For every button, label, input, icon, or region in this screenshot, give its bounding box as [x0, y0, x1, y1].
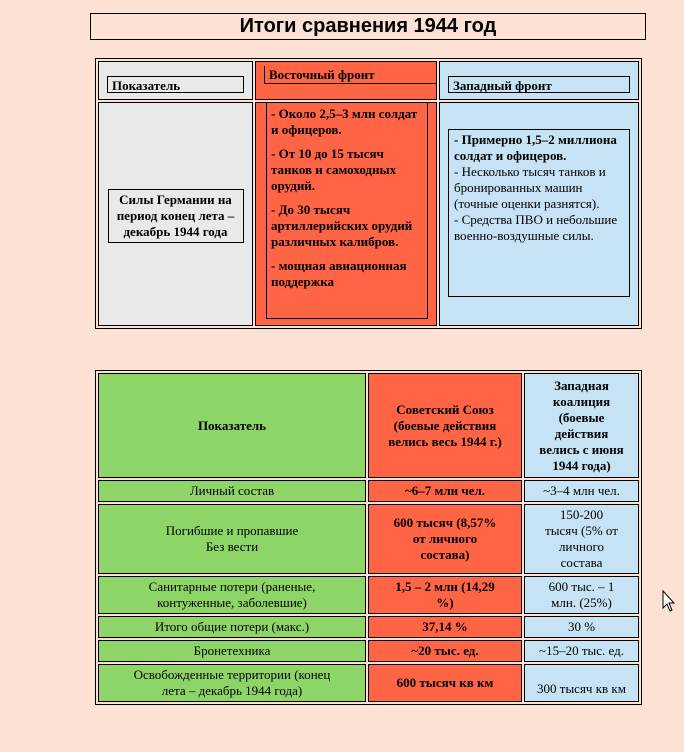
indicator-header: Показатель: [98, 373, 366, 478]
indicator-header: Показатель: [107, 76, 244, 93]
table-row: [98, 480, 639, 502]
ussr-value: 600 тысяч кв км: [368, 664, 522, 702]
east-front-list: [266, 103, 428, 319]
mouse-cursor-icon: [662, 590, 676, 612]
west-value: 300 тысяч кв км: [524, 664, 639, 702]
east-item: - Около 2,5–3 млн солдат и офицеров.: [271, 106, 418, 137]
west-item: - Несколько тысяч танков и бронированных машин (точные оценки разнятся).: [454, 164, 606, 211]
west-front-cell: [439, 102, 639, 326]
west-front-header: Западный фронт: [448, 76, 630, 93]
east-item: - мощная авиационная поддержка: [271, 258, 407, 289]
table-row: [98, 664, 639, 702]
ussr-value: ~20 тыс. ед.: [368, 640, 522, 662]
west-header-cell: [439, 61, 639, 100]
ussr-value: 600 тысяч (8,57% от личного состава): [368, 504, 522, 574]
ussr-value: 37,14 %: [368, 616, 522, 638]
east-item: - От 10 до 15 тысяч танков и самоходных орудий.: [271, 146, 397, 193]
row-label: Погибшие и пропавшие Без вести: [98, 504, 366, 574]
ussr-value: ~6–7 млн чел.: [368, 480, 522, 502]
losses-comparison-table: [95, 370, 642, 705]
west-value: 150-200 тысяч (5% от личного состава: [524, 504, 639, 574]
row-label-cell: [98, 102, 253, 326]
west-value: ~15–20 тыс. ед.: [524, 640, 639, 662]
row-label: Бронетехника: [98, 640, 366, 662]
east-header-cell: [255, 61, 437, 100]
west-coalition-header: Западная коалиция (боевые действия велись с июня 1944 года): [524, 373, 639, 478]
german-forces-label: Силы Германии на период конец лета – декабрь 1944 года: [108, 189, 244, 243]
row-label: Итого общие потери (макс.): [98, 616, 366, 638]
table-row: [98, 504, 639, 574]
ussr-value: 1,5 – 2 млн (14,29 %): [368, 576, 522, 614]
row-label: Освобожденные территории (конец лета – декабрь 1944 года): [98, 664, 366, 702]
indicator-header-cell: [98, 61, 253, 100]
west-front-list: [448, 129, 630, 297]
west-item: - Примерно 1,5–2 миллиона солдат и офицеров.: [454, 132, 617, 163]
table-row: [98, 640, 639, 662]
table-row: [98, 576, 639, 614]
west-value: 30 %: [524, 616, 639, 638]
east-front-cell: [255, 102, 437, 326]
east-item: - До 30 тысяч артиллерийских орудий различных калибров.: [271, 202, 413, 249]
east-front-header: Восточный фронт: [264, 66, 436, 84]
german-forces-table: [95, 58, 642, 329]
ussr-header: Советский Союз (боевые действия велись весь 1944 г.): [368, 373, 522, 478]
row-label: Санитарные потери (раненые, контуженные, заболевшие): [98, 576, 366, 614]
page-title: Итоги сравнения 1944 год: [90, 13, 646, 40]
west-value: 600 тыс. – 1 млн. (25%): [524, 576, 639, 614]
west-value: ~3–4 млн чел.: [524, 480, 639, 502]
table-row: [98, 616, 639, 638]
row-label: Личный состав: [98, 480, 366, 502]
west-item: - Средства ПВО и небольшие военно-воздушные силы.: [454, 212, 618, 243]
